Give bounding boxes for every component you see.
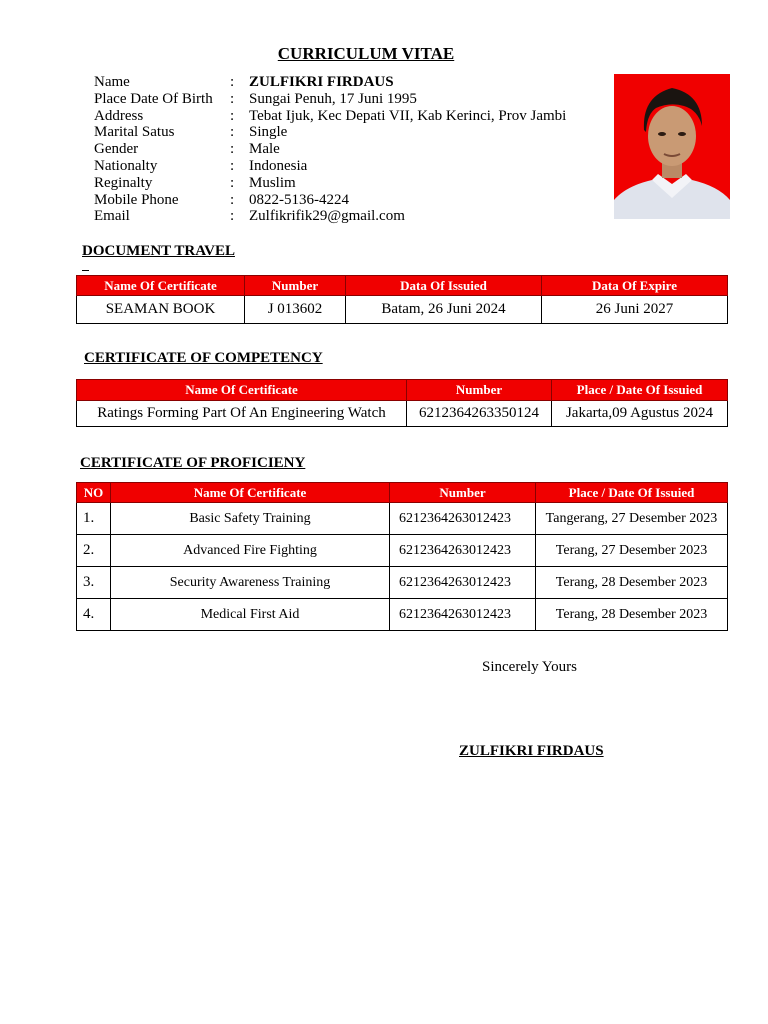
table-cell: Terang, 28 Desember 2023 <box>536 599 728 631</box>
info-label: Place Date Of Birth <box>94 90 213 107</box>
info-value: Muslim <box>249 174 296 191</box>
info-separator: : <box>230 74 235 90</box>
personal-info <box>94 74 566 225</box>
info-value: Male <box>249 141 280 158</box>
closing-text: Sincerely Yours <box>482 659 578 675</box>
table-cell: Batam, 26 Juni 2024 <box>346 296 542 324</box>
document-travel-title: DOCUMENT TRAVEL <box>82 243 235 259</box>
table-cell: 6212364263012423 <box>390 535 536 567</box>
info-label: Reginalty <box>94 174 153 191</box>
table-row <box>77 401 728 427</box>
info-row-marital <box>94 124 566 141</box>
table-cell: 6212364263012423 <box>390 599 536 631</box>
proficiency-title: CERTIFICATE OF PROFICIENY <box>80 455 306 471</box>
column-header: Name Of Certificate <box>111 483 390 503</box>
signature-name: ZULFIKRI FIRDAUS <box>459 743 604 759</box>
table-header-row <box>77 483 728 503</box>
document-travel-table <box>76 275 728 324</box>
info-value: Tebat Ijuk, Kec Depati VII, Kab Kerinci, Prov Jambi <box>249 107 567 124</box>
profile-photo <box>614 74 730 219</box>
info-row-birth <box>94 91 566 108</box>
table-row <box>77 535 728 567</box>
info-value: Single <box>249 124 288 141</box>
table-header-row <box>77 276 728 296</box>
info-label: Mobile Phone <box>94 191 179 208</box>
table-row <box>77 503 728 535</box>
info-row-phone <box>94 192 566 209</box>
info-label: Email <box>94 208 130 225</box>
table-cell: 26 Juni 2027 <box>542 296 728 324</box>
info-separator: : <box>230 157 235 174</box>
column-header: Data Of Issuied <box>346 276 542 296</box>
info-row-nationality <box>94 158 566 175</box>
table-cell: Jakarta,09 Agustus 2024 <box>552 401 728 427</box>
table-cell: Tangerang, 27 Desember 2023 <box>536 503 728 535</box>
column-header: Place / Date Of Issuied <box>536 483 728 503</box>
info-value: 0822-5136-4224 <box>249 191 349 208</box>
competency-title: CERTIFICATE OF COMPETENCY <box>84 350 323 366</box>
info-row-religion <box>94 175 566 192</box>
table-row <box>77 296 728 324</box>
info-row-email <box>94 208 566 225</box>
column-header: NO <box>77 483 111 503</box>
info-separator: : <box>230 107 235 124</box>
info-row-name <box>94 74 566 91</box>
table-cell: Ratings Forming Part Of An Engineering Watch <box>77 401 407 427</box>
column-header: Data Of Expire <box>542 276 728 296</box>
table-header-row <box>77 380 728 401</box>
table-cell: Terang, 28 Desember 2023 <box>536 567 728 599</box>
info-row-gender <box>94 141 566 158</box>
info-label: Nationalty <box>94 157 158 174</box>
table-cell: Medical First Aid <box>111 599 390 631</box>
info-value: ZULFIKRI FIRDAUS <box>249 74 394 90</box>
competency-table <box>76 379 728 427</box>
table-cell: J 013602 <box>245 296 346 324</box>
table-cell: Security Awareness Training <box>111 567 390 599</box>
info-label: Gender <box>94 141 139 158</box>
table-cell: Terang, 27 Desember 2023 <box>536 535 728 567</box>
table-cell: 6212364263012423 <box>390 567 536 599</box>
divider-dash <box>82 270 89 271</box>
info-value: Indonesia <box>249 157 308 174</box>
info-value: Zulfikrifik29@gmail.com <box>249 208 405 225</box>
info-label: Marital Satus <box>94 124 175 141</box>
column-header: Place / Date Of Issuied <box>552 380 728 401</box>
info-label: Address <box>94 107 144 124</box>
column-header: Number <box>390 483 536 503</box>
table-cell: Advanced Fire Fighting <box>111 535 390 567</box>
table-cell: 4. <box>77 599 111 631</box>
info-separator: : <box>230 174 235 191</box>
table-cell: 6212364263350124 <box>407 401 552 427</box>
column-header: Name Of Certificate <box>77 380 407 401</box>
info-row-address <box>94 108 566 125</box>
info-separator: : <box>230 90 235 107</box>
table-cell: 6212364263012423 <box>390 503 536 535</box>
table-cell: SEAMAN BOOK <box>77 296 245 324</box>
proficiency-table <box>76 482 728 631</box>
info-separator: : <box>230 124 235 141</box>
column-header: Number <box>407 380 552 401</box>
column-header: Name Of Certificate <box>77 276 245 296</box>
table-cell: Basic Safety Training <box>111 503 390 535</box>
table-cell: 2. <box>77 535 111 567</box>
table-cell: 3. <box>77 567 111 599</box>
info-separator: : <box>230 208 235 225</box>
info-value: Sungai Penuh, 17 Juni 1995 <box>249 90 417 107</box>
info-separator: : <box>230 141 235 158</box>
column-header: Number <box>245 276 346 296</box>
page-title: CURRICULUM VITAE <box>277 44 455 63</box>
info-label: Name <box>94 74 130 90</box>
table-cell: 1. <box>77 503 111 535</box>
table-row <box>77 567 728 599</box>
info-separator: : <box>230 191 235 208</box>
table-row <box>77 599 728 631</box>
